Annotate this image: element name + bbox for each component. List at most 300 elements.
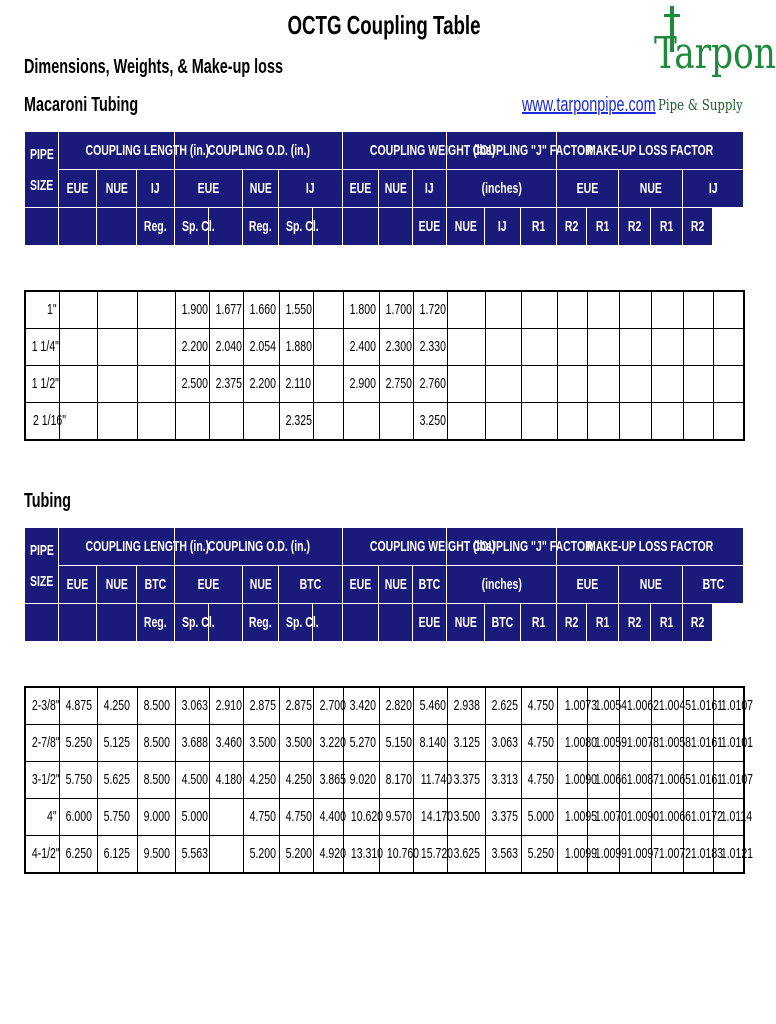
header-subcol [447,208,485,246]
cell-text: 4.920 [319,845,346,862]
cell-text: 3.460 [215,734,242,751]
value-cell [343,836,383,874]
cell-text: COUPLING O.D. (in.) [207,537,310,555]
cell-text: 1.0101 [720,734,753,751]
cell-text: 1.0107 [720,697,753,714]
cell-text: NUE [384,575,407,593]
value-cell [175,799,209,836]
cell-text: IJ [498,217,507,235]
cell-text: COUPLING WEIGHT (lbs) [369,141,496,159]
header-group [59,528,210,566]
value-cell [447,687,485,725]
cell-text: NUE [105,575,128,593]
value-cell [619,403,651,441]
pipe-size-cell [25,329,59,366]
header-subgroup [137,566,175,604]
value-cell [279,836,313,874]
value-cell [209,725,243,762]
header-subcol [137,208,175,246]
cell-text: EUE [576,179,599,197]
header-subcol [343,208,379,246]
cell-text: 2.375 [215,375,242,392]
cell-text: 2.300 [385,338,412,355]
value-cell [485,762,521,799]
header-subgroup [447,566,557,604]
cell-text: Reg. [144,217,167,235]
cell-text: 5.625 [103,771,131,788]
cell-text: 4.750 [249,808,276,825]
cell-text: 4.750 [285,808,312,825]
cell-text: COUPLING "J" FACTOR [472,537,593,555]
cell-text: 2-3/8" [31,697,60,714]
cell-text: 3.063 [181,697,208,714]
cell-text: 3.250 [419,412,446,429]
header-subcol [651,604,683,642]
cell-text: Reg. [249,613,272,631]
page-title: OCTG Coupling Table [287,10,481,40]
value-cell [243,725,279,762]
header-subcol [683,208,713,246]
cell-text: 1" [46,301,57,318]
cell-text: R2 [690,217,705,235]
value-cell [557,762,597,799]
cell-text: 6.125 [103,845,131,862]
value-cell [413,799,453,836]
cell-text: 3.125 [453,734,480,751]
cell-text: 2.400 [349,338,376,355]
cell-text: R1 [659,613,674,631]
value-cell [485,403,521,441]
cell-text: 5.750 [103,808,131,825]
cell-text: EUE [349,575,372,593]
value-cell [279,762,313,799]
logo-tagline: Pipe & Supply [658,96,743,114]
cell-text: EUE [197,179,220,197]
cell-text: 5.270 [349,734,376,751]
cell-text: (inches) [481,575,522,593]
header-subgroup [279,170,343,208]
header-subgroup [97,170,137,208]
pipe-size-cell [25,687,59,725]
cell-text: 9.500 [143,845,170,862]
header-subcol [619,604,651,642]
cell-text: 8.500 [143,734,170,751]
value-cell [557,687,597,725]
value-cell [485,725,521,762]
cell-text: 2.330 [419,338,446,355]
cell-text: 1.0097 [626,845,659,862]
cell-text: 4.250 [285,771,312,788]
cell-text: 5.250 [65,734,92,751]
logo-crossbar-mark [664,14,680,17]
pipe-size-cell [25,403,66,441]
header-subgroup [379,566,413,604]
cell-text: 4.500 [181,771,208,788]
value-cell [447,366,485,403]
header-subcol [379,604,413,642]
cell-text: 2.500 [181,375,208,392]
cell-text: COUPLING LENGTH (in.) [85,141,210,159]
cell-text: 4.400 [319,808,346,825]
value-cell [137,836,175,874]
value-cell [587,291,619,329]
value-cell [243,291,279,329]
header-subgroup [343,566,379,604]
header-subgroup [175,170,243,208]
header-subcol [279,208,319,246]
value-cell [485,329,521,366]
value-cell [243,403,279,441]
pipe-size-cell [25,799,59,836]
cell-text: BTC [144,575,167,593]
value-cell [447,403,485,441]
cell-text: COUPLING LENGTH (in.) [85,537,210,555]
value-cell [175,329,209,366]
cell-text: 2-7/8" [31,734,60,751]
cell-text: IJ [425,179,434,197]
value-cell [447,836,485,874]
cell-text: 1.0172 [690,808,723,825]
cell-text: 3.688 [181,734,208,751]
header-pipe-size [25,132,59,208]
value-cell [137,366,175,403]
cell-text: 2 1/16" [33,412,66,429]
header-subcol [243,208,279,246]
value-cell [343,725,379,762]
cell-text: 5.200 [285,845,312,862]
cell-text: IJ [151,179,160,197]
value-cell [413,329,447,366]
cell-text: 2.054 [249,338,276,355]
cell-text: Reg. [249,217,272,235]
value-cell [485,366,521,403]
cell-text: 8.500 [143,771,170,788]
header-subcol [683,604,713,642]
cell-text: 5.125 [103,734,131,751]
value-cell [279,799,313,836]
tubing-row [25,799,744,836]
cell-text: 2.910 [215,697,242,714]
value-cell [343,799,383,836]
value-cell [97,329,137,366]
cell-text: 1.550 [285,301,312,318]
header-group [343,132,496,170]
value-cell [619,366,651,403]
header-subgroup [279,566,343,604]
header-subcol [587,208,619,246]
value-cell [175,762,209,799]
cell-text: 2.760 [419,375,446,392]
header-subgroup [447,170,557,208]
cell-text: 1.880 [285,338,312,355]
cell-text: 14.170 [420,808,453,825]
cell-text: R2 [627,217,642,235]
value-cell [209,836,243,874]
pipe-size-cell [25,291,59,329]
value-cell [651,291,683,329]
value-cell [521,366,557,403]
cell-text: 8.170 [385,771,412,788]
value-cell [521,403,557,441]
cell-text: 1.700 [385,301,412,318]
value-cell [485,799,521,836]
value-cell [557,403,587,441]
cell-text: 1.0058 [658,734,691,751]
value-cell [447,725,485,762]
value-cell [313,403,343,441]
header-subcol [651,208,683,246]
value-cell [379,836,419,874]
cell-text: COUPLING O.D. (in.) [207,141,310,159]
value-cell [713,329,744,366]
header-subgroup [379,170,413,208]
value-cell [313,329,343,366]
header-subgroup [343,170,379,208]
cell-text: 1.0072 [658,845,691,862]
value-cell [683,366,713,403]
cell-text: 1.0065 [658,771,691,788]
value-cell [587,403,619,441]
header-subcol [557,604,587,642]
macaroni-data-table [24,290,745,441]
cell-text: NUE [454,217,477,235]
value-cell [279,291,313,329]
header-subcol [485,208,521,246]
cell-text: 4.875 [65,697,92,714]
value-cell [97,762,137,799]
value-cell [413,687,447,725]
value-cell [279,329,313,366]
header-subcol [447,604,485,642]
tarpon-logo [654,6,776,121]
header-size-label: SIZE [29,572,54,590]
cell-text: 1.0087 [626,771,659,788]
cell-text: EUE [197,575,220,593]
value-cell [243,836,279,874]
cell-text: BTC [299,575,322,593]
value-cell [59,329,97,366]
cell-text: 1.0099 [594,845,627,862]
value-cell [97,725,137,762]
cell-text: 1.0107 [720,771,753,788]
cell-text: 1.0090 [626,808,659,825]
value-cell [175,687,209,725]
section-title-tubing: Tubing [24,490,71,512]
cell-text: 2.700 [319,697,346,714]
value-cell [343,329,379,366]
subtitle-macaroni: Macaroni Tubing [24,94,139,116]
value-cell [209,687,243,725]
value-cell [279,687,313,725]
value-cell [521,836,557,874]
header-subgroup [243,566,279,604]
value-cell [485,687,521,725]
cell-text: 1.800 [349,301,376,318]
value-cell [59,836,97,874]
value-cell [97,403,137,441]
cell-text: 2.875 [285,697,312,714]
value-cell [313,725,346,762]
cell-text: 10.760 [386,845,419,862]
cell-text: R1 [659,217,674,235]
header-subcol [485,604,521,642]
macaroni-row [25,291,744,329]
cell-text: 1.0183 [690,845,723,862]
cell-text: EUE [66,575,89,593]
value-cell [137,799,175,836]
cell-text: 1.0078 [626,734,659,751]
cell-text: 5.750 [65,771,92,788]
header-subcol [59,208,97,246]
cell-text: Sp. Cl. [286,613,319,631]
cell-text: EUE [349,179,372,197]
cell-text: 3.375 [453,771,480,788]
value-cell [279,725,313,762]
cell-text: IJ [708,179,718,197]
cell-text: 11.740 [420,771,452,788]
cell-text: COUPLING "J" FACTOR [472,141,593,159]
value-cell [485,836,521,874]
pipe-size-cell [25,762,59,799]
cell-text: 2.900 [349,375,376,392]
header-pipe-label: PIPE [29,541,54,559]
macaroni-header-table [24,131,744,246]
value-cell [243,799,279,836]
cell-text: 2.200 [181,338,208,355]
cell-text: 9.000 [143,808,170,825]
header-subcol [379,208,413,246]
value-cell [243,762,279,799]
value-cell [175,725,209,762]
cell-text: NUE [454,613,477,631]
header-subcol [137,604,175,642]
cell-text: 1.900 [181,301,208,318]
value-cell [97,291,137,329]
website-link[interactable]: www.tarponpipe.com [522,94,656,116]
cell-text: MAKE-UP LOSS FACTOR [587,141,714,159]
value-cell [59,366,97,403]
cell-text: 4.250 [103,697,131,714]
header-subcol [59,604,97,642]
cell-text: BTC [418,575,441,593]
value-cell [485,291,521,329]
header-subgroup [59,566,97,604]
value-cell [175,291,209,329]
value-cell [521,725,557,762]
value-cell [243,366,279,403]
macaroni-row [25,403,744,441]
value-cell [209,329,243,366]
value-cell [713,366,744,403]
value-cell [587,366,619,403]
cell-text: 1.0070 [594,808,627,825]
cell-text: NUE [639,179,662,197]
value-cell [343,366,379,403]
header-subcol [343,604,379,642]
header-subcol [521,604,557,642]
cell-text: 10.620 [350,808,383,825]
tubing-data-table [24,686,753,874]
header-subcol [587,604,619,642]
cell-text: 3-1/2" [31,771,60,788]
value-cell [521,762,557,799]
cell-text: 2.820 [385,697,412,714]
cell-text: 1.0121 [720,845,753,862]
cell-text: 4.180 [215,771,242,788]
value-cell [651,366,683,403]
value-cell [343,762,379,799]
cell-text: 4" [46,808,57,825]
value-cell [651,403,683,441]
value-cell [683,403,713,441]
header-subcol [25,604,59,642]
cell-text: 1.0090 [564,771,597,788]
cell-text: MAKE-UP LOSS FACTOR [587,537,714,555]
tubing-header-table [24,527,744,642]
cell-text: EUE [66,179,89,197]
header-subgroup [557,170,619,208]
cell-text: 9.020 [349,771,376,788]
cell-text: 3.500 [453,808,480,825]
cell-text: 1.0080 [564,734,597,751]
value-cell [683,329,713,366]
macaroni-row [25,366,744,403]
pipe-size-cell [25,725,59,762]
value-cell [313,762,346,799]
tubing-row [25,687,744,725]
cell-text: 13.310 [350,845,383,862]
cell-text: 1.0059 [594,734,627,751]
cell-text: BTC [491,613,514,631]
value-cell [343,291,379,329]
cell-text: 1.0066 [658,808,691,825]
value-cell [313,836,346,874]
logo-wordmark: Tarpon [654,28,776,79]
cell-text: 2.750 [385,375,412,392]
header-group [343,528,496,566]
value-cell [209,291,243,329]
value-cell [557,725,597,762]
value-cell [651,329,683,366]
cell-text: 1.0114 [720,808,752,825]
header-subgroup [137,170,175,208]
cell-text: R2 [564,217,579,235]
cell-text: 3.420 [349,697,376,714]
value-cell [713,291,744,329]
value-cell [557,366,587,403]
header-subcol [243,604,279,642]
cell-text: R1 [531,217,546,235]
value-cell [243,687,279,725]
macaroni-row [25,329,744,366]
value-cell [137,403,175,441]
cell-text: 3.313 [491,771,518,788]
value-cell [521,291,557,329]
cell-text: Reg. [144,613,167,631]
value-cell [413,366,447,403]
cell-text: 3.865 [319,771,346,788]
cell-text: NUE [105,179,128,197]
value-cell [713,403,744,441]
value-cell [209,366,243,403]
value-cell [557,799,597,836]
cell-text: 1.720 [419,301,446,318]
header-pipe-size [25,528,59,604]
cell-text: EUE [576,575,599,593]
header-subcol [175,208,215,246]
cell-text: 2.875 [249,697,276,714]
cell-text: 3.500 [249,734,276,751]
